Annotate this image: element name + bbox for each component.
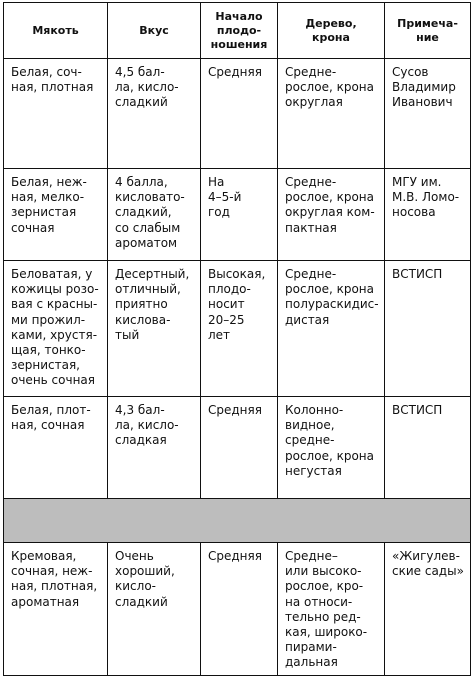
header-row <box>4 3 471 59</box>
separator-row <box>4 499 471 543</box>
cell-fruiting: Средняя <box>201 543 278 676</box>
table-row <box>4 169 471 261</box>
table-row <box>4 261 471 397</box>
cell-note: МГУ им. М.В. Ломо- носова <box>385 169 471 261</box>
cell-tree: Средне- рослое, крона округлая ком- пактная <box>278 169 385 261</box>
cell-tree: Средне- рослое, крона полураскидис- дистая <box>278 261 385 397</box>
cell-taste: 4,3 бал- ла, кисло- сладкая <box>108 397 201 499</box>
cell-note: «Жигулев- ские сады» <box>385 543 471 676</box>
cell-taste: 4,5 бал- ла, кисло- сладкий <box>108 59 201 169</box>
cell-tree: Средне– или высоко- рослое, кро- на относи- тельно ред- кая, широко- пирами- дальная <box>278 543 385 676</box>
cell-tree: Колонно- видное, средне- рослое, крона негустая <box>278 397 385 499</box>
cell-tree: Средне- рослое, крона округлая <box>278 59 385 169</box>
cell-fruiting: На 4–5-й год <box>201 169 278 261</box>
header-tree-crown: Дерево, крона <box>278 3 385 59</box>
header-taste: Вкус <box>108 3 201 59</box>
cell-taste: Десертный, отличный, приятно кислова- тый <box>108 261 201 397</box>
cell-pulp: Белая, неж- ная, мелко- зернистая сочная <box>4 169 108 261</box>
cell-note: Сусов Владимир Иванович <box>385 59 471 169</box>
cell-note: ВСТИСП <box>385 261 471 397</box>
cell-fruiting: Высокая, плодо- носит 20–25 лет <box>201 261 278 397</box>
cell-pulp: Белая, соч- ная, плотная <box>4 59 108 169</box>
gray-band <box>4 499 471 543</box>
cell-fruiting: Средняя <box>201 59 278 169</box>
variety-table <box>3 2 471 676</box>
header-fruiting-start: Начало плодо- ношения <box>201 3 278 59</box>
cell-pulp: Беловатая, у кожицы розо- вая с красны- ми прожил- ками, хрустя- щая, тонко- зернистая, очень сочная <box>4 261 108 397</box>
header-pulp: Мякоть <box>4 3 108 59</box>
header-note: Примеча- ние <box>385 3 471 59</box>
table-row <box>4 543 471 676</box>
cell-note: ВСТИСП <box>385 397 471 499</box>
cell-taste: Очень хороший, кисло- сладкий <box>108 543 201 676</box>
cell-pulp: Кремовая, сочная, неж- ная, плотная, ароматная <box>4 543 108 676</box>
table-row <box>4 59 471 169</box>
cell-pulp: Белая, плот- ная, сочная <box>4 397 108 499</box>
table-row <box>4 397 471 499</box>
cell-fruiting: Средняя <box>201 397 278 499</box>
cell-taste: 4 балла, кисловато- сладкий, со слабым ароматом <box>108 169 201 261</box>
